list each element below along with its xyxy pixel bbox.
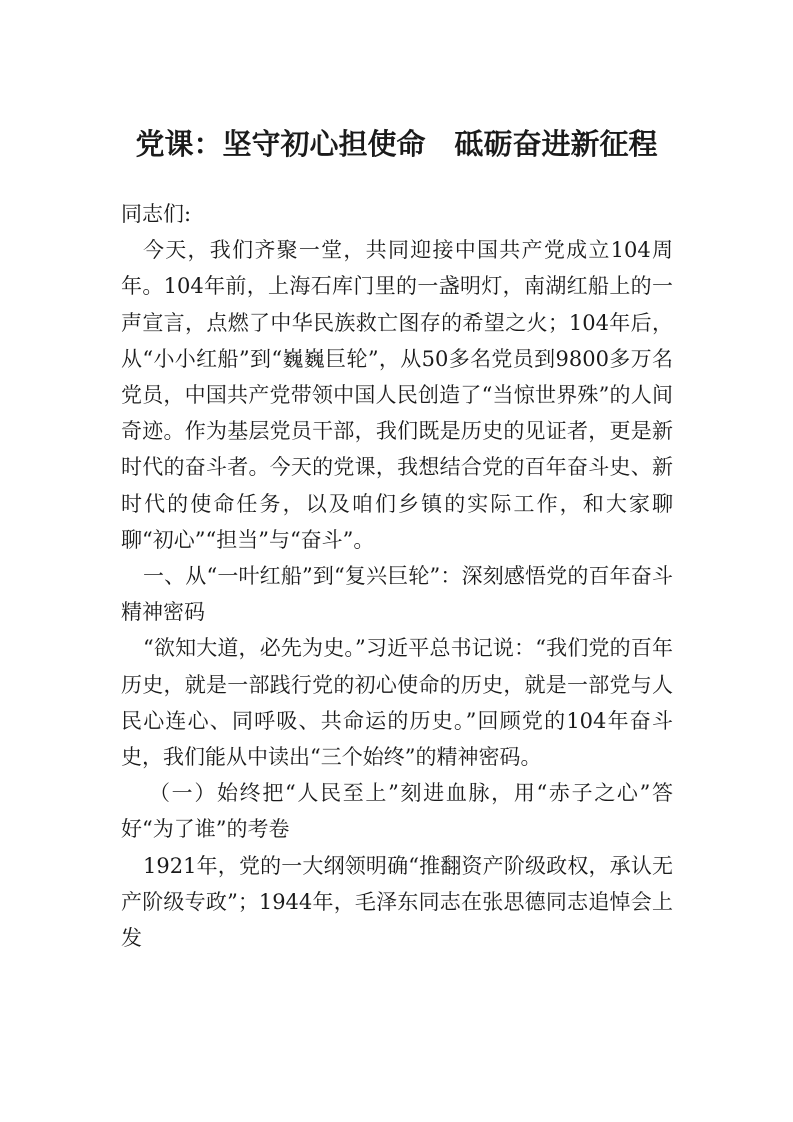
paragraph-history: “欲知大道，必先为史。”习近平总书记说：“我们党的百年历史，就是一部践行党的初心使命的历史，就是一部党与人民心连心、同呼吸、共命运的历史。”回顾党的104年奋斗史，我们能从中读出“三个始终”的精神密码。: [121, 636, 673, 770]
document-body: [121, 196, 673, 956]
salutation: 同志们:: [121, 202, 192, 226]
paragraph-1921: 1921年，党的一大纲领明确“推翻资产阶级政权，承认无产阶级专政”；1944年，毛泽东同志在张思德同志追悼会上发: [121, 853, 673, 951]
paragraph-intro: 今天，我们齐聚一堂，共同迎接中国共产党成立104周年。104年前，上海石库门里的一盏明灯，南湖红船上的一声宣言，点燃了中华民族救亡图存的希望之火；104年后，从“小小红船”到“巍巍巨轮”，从50多名党员到9800多万名党员，中国共产党带领中国人民创造了“当惊世界殊”的人间奇迹。作为基层党员干部，我们既是历史的见证者，更是新时代的奋斗者。今天的党课，我想结合党的百年奋斗史、新时代的使命任务，以及咱们乡镇的实际工作，和大家聊聊“初心”“担当”与“奋斗”。: [121, 238, 673, 552]
document-title: 党课：坚守初心担使命 砥砺奋进新征程: [135, 127, 658, 161]
section-heading-1: 一、从“一叶红船”到“复兴巨轮”：深刻感悟党的百年奋斗精神密码: [121, 564, 673, 625]
subsection-heading-1: （一）始终把“人民至上”刻进血脉，用“赤子之心”答好“为了谁”的考卷: [121, 781, 673, 842]
